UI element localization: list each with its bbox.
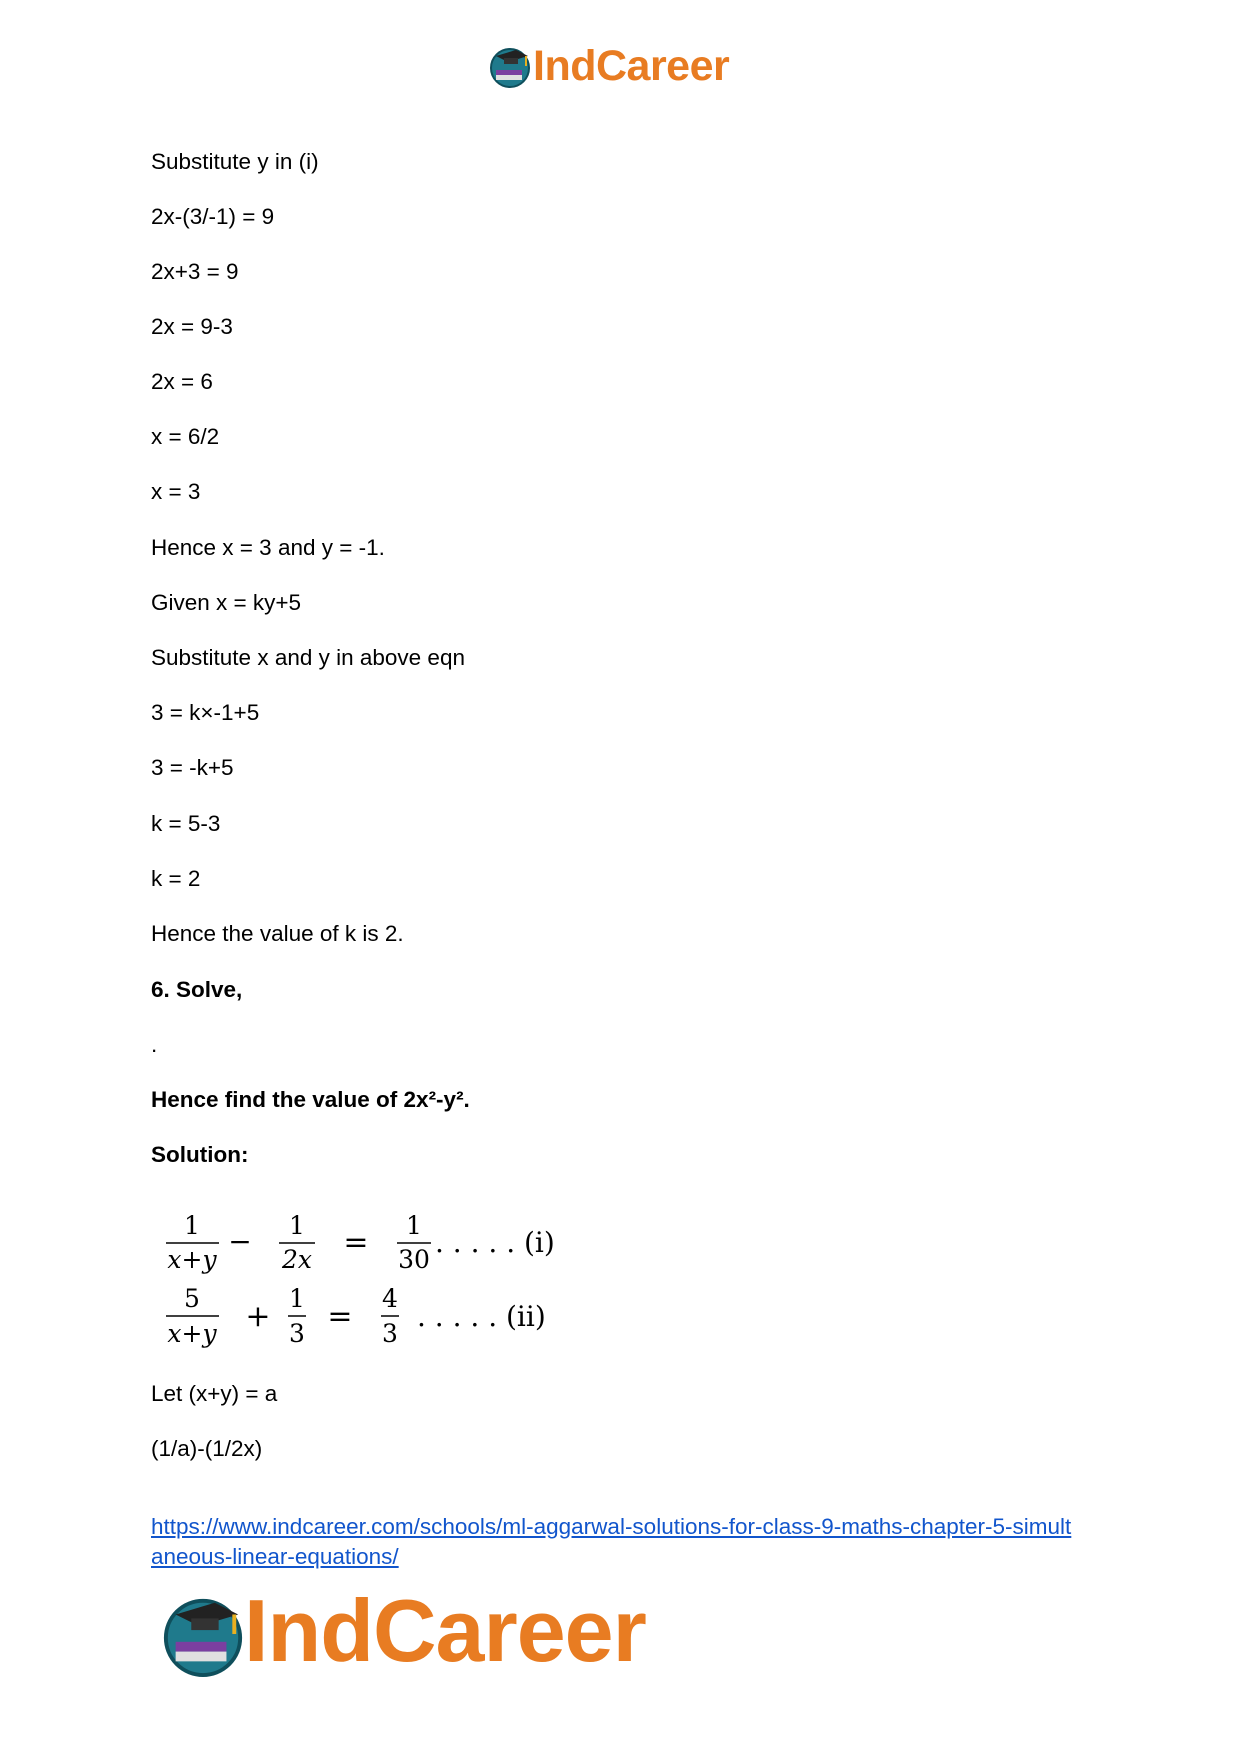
source-link-line-1[interactable]: https://www.indcareer.com/schools/ml-aggarwal-solutions-for-class-9-maths-chapter-5-simult [151,1514,1072,1539]
graduation-book-icon [160,1591,246,1677]
eq1-t2-num: 1 [289,1211,305,1240]
text-line: . [151,1032,158,1057]
eq1-t2-den: 2x [281,1245,313,1274]
eq1-t3-num: 1 [406,1211,422,1240]
eq2-t3-den: 3 [382,1319,398,1348]
text-line: Substitute x and y in above eqn [151,645,465,670]
text-line: 2x = 6 [151,369,213,394]
graduation-book-icon [488,44,532,88]
text-line: Substitute y in (i) [151,149,319,174]
question-subheading: Hence find the value of 2x²-y². [151,1087,470,1112]
eq2-op1: + [245,1299,271,1334]
source-link-line-2[interactable]: aneous-linear-equations/ [151,1544,399,1569]
text-line: 2x = 9-3 [151,314,233,339]
text-line: k = 5-3 [151,811,221,836]
text-line: Let (x+y) = a [151,1381,278,1406]
text-line: 2x+3 = 9 [151,259,239,284]
eq1-op1: − [228,1225,252,1258]
text-line: Given x = ky+5 [151,590,302,615]
text-line: k = 2 [151,866,201,891]
text-line: (1/a)-(1/2x) [151,1436,263,1461]
eq1-equals: = [343,1225,369,1260]
eq1-t1-num: 1 [184,1211,200,1240]
eq2-t1-den: x+y [167,1319,217,1348]
eq1-t1-den: x+y [167,1245,217,1274]
eq2-equals: = [327,1299,353,1334]
equation-image [162,1206,602,1352]
eq2-t3-num: 4 [382,1284,398,1313]
logo-text: IndCareer [244,1581,646,1680]
text-line: Hence the value of k is 2. [151,921,404,946]
text-line: x = 3 [151,479,201,504]
logo-text: IndCareer [533,42,730,90]
text-line: Hence x = 3 and y = -1. [151,535,385,560]
header-logo [488,42,758,90]
text-line: 3 = -k+5 [151,755,234,780]
eq2-t1-num: 5 [184,1284,200,1313]
text-line: 2x-(3/-1) = 9 [151,204,275,229]
solution-heading: Solution: [151,1142,249,1167]
eq1-tag: . . . . . (i) [435,1226,555,1259]
text-line: x = 6/2 [151,424,220,449]
text-line: 3 = k×-1+5 [151,700,260,725]
eq2-t2-num: 1 [289,1284,305,1313]
eq2-tag: . . . . . (ii) [417,1300,546,1333]
equation-2 [166,1284,546,1348]
eq1-t3-den: 30 [398,1245,430,1274]
source-link[interactable] [151,1512,1111,1572]
footer-logo [160,1581,720,1685]
question-heading: 6. Solve, [151,977,243,1002]
eq2-t2-den: 3 [289,1319,305,1348]
equation-1 [166,1211,555,1274]
